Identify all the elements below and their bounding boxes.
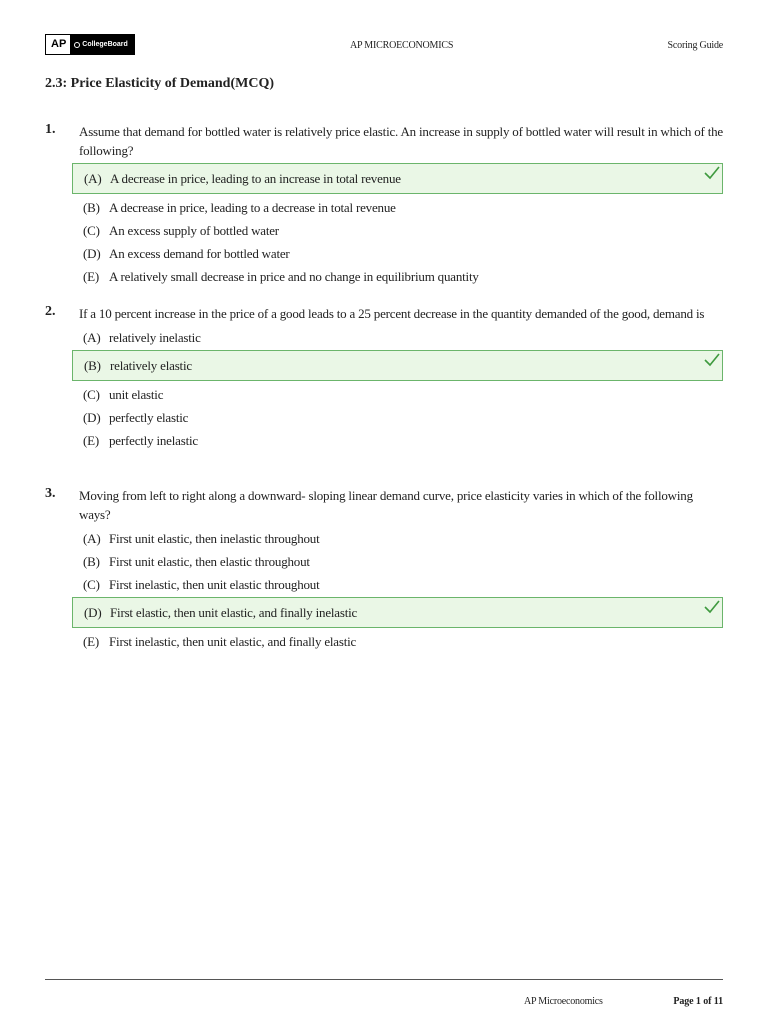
checkmark-icon [704,600,720,614]
option-letter: (E) [83,268,99,284]
option-letter: (A) [83,329,101,345]
option-letter: (E) [83,633,99,649]
option-letter: (B) [83,553,100,569]
option-letter: (C) [83,222,100,238]
option-letter: (B) [84,357,101,373]
question-text: Assume that demand for bottled water is relatively price elastic. An increase in supply of bottled water will result in which of the following? [79,124,723,158]
option-text: relatively inelastic [109,329,201,345]
option-text: First unit elastic, then elastic throughout [109,553,310,569]
option-letter: (D) [83,245,101,261]
option-text: A decrease in price, leading to an increase in total revenue [110,170,401,186]
logo-collegeboard [70,35,134,54]
answer-options [75,326,723,452]
header-scoring-guide: Scoring Guide [667,40,723,51]
logo-ap-text: AP [46,35,70,54]
answer-option [75,429,723,452]
option-text: An excess supply of bottled water [109,222,279,238]
logo-collegeboard-text: CollegeBoard [82,41,128,48]
option-text: A relatively small decrease in price and no change in equilibrium quantity [109,268,479,284]
option-letter: (C) [83,576,100,592]
question-2 [45,304,723,452]
option-letter: (B) [83,199,100,215]
option-text: An excess demand for bottled water [109,245,290,261]
option-letter: (D) [83,409,101,425]
question-3 [45,486,723,653]
option-text: perfectly elastic [109,409,189,425]
answer-option [75,265,723,288]
footer-page-number: Page 1 of 11 [673,996,723,1007]
footer-course-name: AP Microeconomics [524,996,603,1007]
answer-option [75,326,723,349]
answer-option [75,630,723,653]
checkmark-icon [704,353,720,367]
option-text: First unit elastic, then inelastic throughout [109,530,320,546]
option-text: A decrease in price, leading to a decrease in total revenue [109,199,396,215]
footer-divider [45,979,723,980]
question-number: 2. [45,304,56,319]
answer-option-correct [72,350,723,381]
question-text: If a 10 percent increase in the price of a good leads to a 25 percent decrease in the quantity demanded of the good, demand is [79,306,705,321]
answer-option [75,550,723,573]
answer-option [75,242,723,265]
collegeboard-mark-icon [74,42,80,48]
answer-options [75,163,723,288]
question-1 [45,122,723,288]
ap-collegeboard-logo [45,34,135,55]
answer-option [75,383,723,406]
option-text: First inelastic, then unit elastic throughout [109,576,320,592]
option-text: First inelastic, then unit elastic, and finally elastic [109,633,357,649]
option-text: First elastic, then unit elastic, and finally inelastic [110,604,358,620]
answer-option [75,527,723,550]
answer-option [75,406,723,429]
header-course-title: AP MICROECONOMICS [350,40,454,51]
option-letter: (C) [83,386,100,402]
page-header [45,34,723,56]
answer-option [75,196,723,219]
question-text: Moving from left to right along a downward- sloping linear demand curve, price elasticity varies in which of the following ways? [79,488,693,522]
option-letter: (D) [84,604,102,620]
option-letter: (A) [84,170,102,186]
question-number: 1. [45,122,56,137]
option-text: perfectly inelastic [109,432,198,448]
answer-option-correct [72,597,723,628]
answer-options [75,527,723,653]
answer-option [75,219,723,242]
question-number: 3. [45,486,56,501]
option-text: unit elastic [109,386,164,402]
answer-option [75,573,723,596]
section-title: 2.3: Price Elasticity of Demand(MCQ) [45,76,274,91]
checkmark-icon [704,166,720,180]
option-letter: (A) [83,530,101,546]
option-letter: (E) [83,432,99,448]
option-text: relatively elastic [110,357,192,373]
answer-option-correct [72,163,723,194]
